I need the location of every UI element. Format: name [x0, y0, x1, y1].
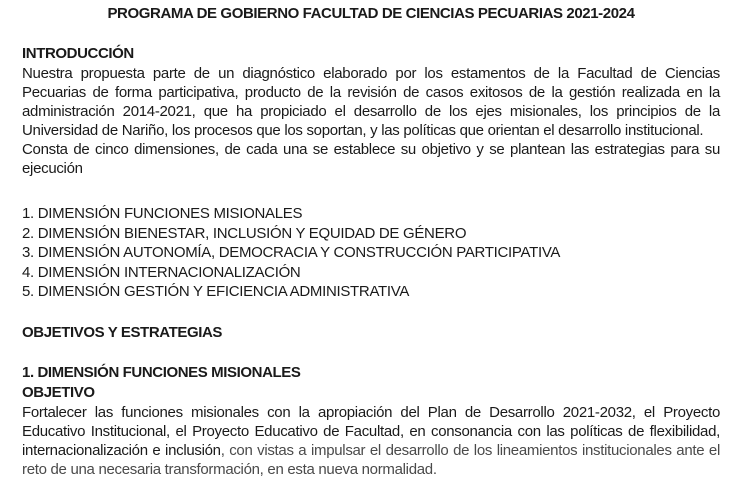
list-item: 4. DIMENSIÓN INTERNACIONALIZACIÓN [22, 263, 301, 281]
highlighted-text: internacionalización e inclusión [22, 442, 221, 459]
paragraph-line: ejecución [22, 160, 83, 177]
paragraph-line: reto de una necesaria transformación, en esta nueva normalidad. [22, 461, 437, 478]
objective-label: OBJETIVO [22, 384, 95, 401]
introduction-paragraph-2 [22, 140, 720, 178]
paragraph-line: administración 2014-2021, que ha propiciado el desarrollo de los ejes misionales, los principios de la [22, 103, 720, 120]
paragraph-line [22, 441, 720, 460]
paragraph-line: Pecuarias de forma participativa, producto de la revisión de casos exitosos de la gestión realizada en la [22, 84, 720, 101]
list-item: 1. DIMENSIÓN FUNCIONES MISIONALES [22, 205, 303, 222]
objectives-strategies-heading: OBJETIVOS Y ESTRATEGIAS [22, 324, 223, 341]
objective-paragraph [22, 403, 720, 479]
list-item: 3. DIMENSIÓN AUTONOMÍA, DEMOCRACIA Y CONSTRUCCIÓN PARTICIPATIVA [22, 244, 561, 262]
document-title: PROGRAMA DE GOBIERNO FACULTAD DE CIENCIAS PECUARIAS 2021-2024 [107, 5, 635, 22]
dimensions-list [22, 204, 560, 302]
paragraph-line: Universidad de Nariño, los procesos que los soportan, y las políticas que orientan el desarrollo institucional. [22, 122, 704, 139]
dimension-1-heading: 1. DIMENSIÓN FUNCIONES MISIONALES [22, 364, 301, 381]
introduction-paragraph-1 [22, 64, 720, 140]
paragraph-line: Fortalecer las funciones misionales con la apropiación del Plan de Desarrollo 2021-2032, el Proyecto [22, 404, 720, 421]
paragraph-line: Consta de cinco dimensiones, de cada una se establece su objetivo y se plantean las estrategias para su [22, 141, 720, 158]
list-item: 5. DIMENSIÓN GESTIÓN Y EFICIENCIA ADMINISTRATIVA [22, 283, 410, 301]
introduction-heading: INTRODUCCIÓN [22, 45, 134, 62]
muted-text: , con vistas a impulsar el desarrollo de los lineamientos institucionales ante el [220, 442, 720, 459]
paragraph-line: Educativo Institucional, el Proyecto Educativo de Facultad, en consonancia con las políticas de flexibilidad, [22, 423, 720, 440]
list-item: 2. DIMENSIÓN BIENESTAR, INCLUSIÓN Y EQUIDAD DE GÉNERO [22, 224, 467, 242]
paragraph-line: Nuestra propuesta parte de un diagnóstico elaborado por los estamentos de la Facultad de Ciencias [22, 65, 720, 82]
